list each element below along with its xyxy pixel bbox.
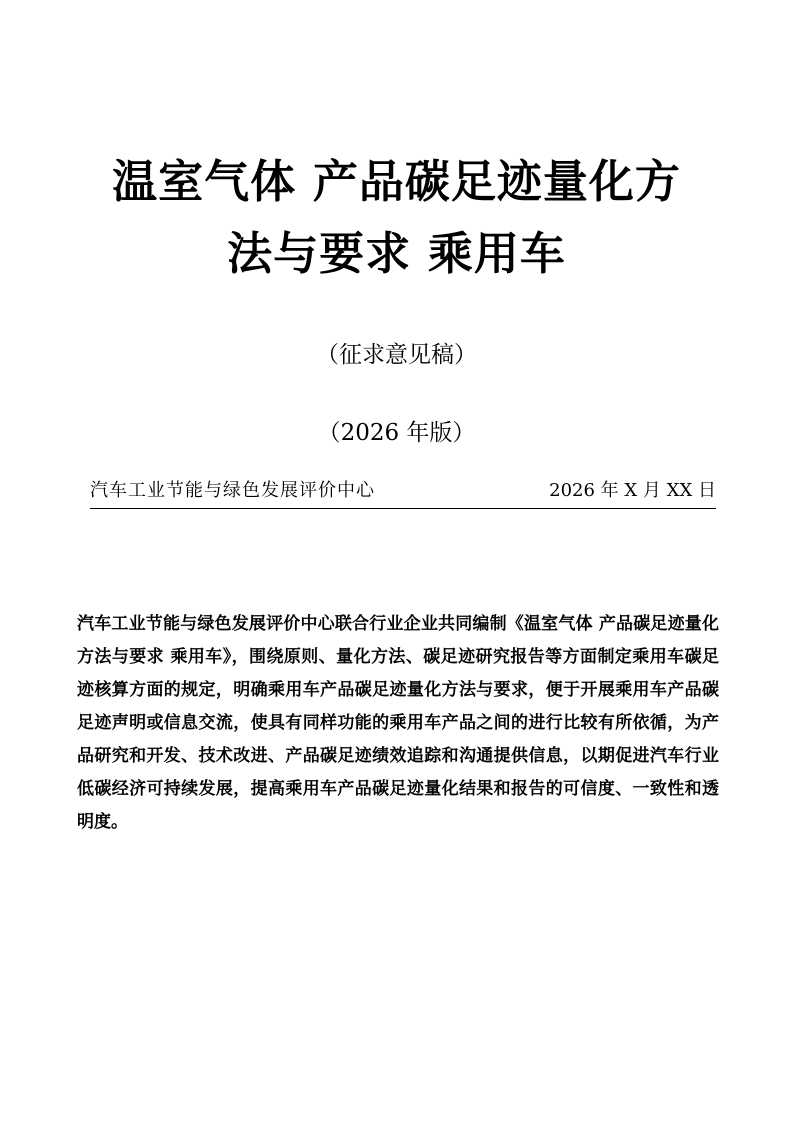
document-title-line-2: 法与要求 乘用车 bbox=[227, 227, 566, 280]
intro-paragraph: 汽车工业节能与绿色发展评价中心联合行业企业共同编制《温室气体 产品碳足迹量化方法与要求 乘用车》，围绕原则、量化方法、碳足迹研究报告等方面制定乘用车碳足迹核算方面的规定，明确乘用车产品碳足迹量化方法与要求，便于开展乘用车产品碳足迹声明或信息交流，使具有同样功能的乘用车产品之间的进行比较有所依循，为产品研究和开发、技术改进、产品碳足迹绩效追踪和沟通提供信息，以期促进汽车行业低碳经济可持续发展，提高乘用车产品碳足迹量化结果和报告的可信度、一致性和透明度。 bbox=[77, 614, 719, 832]
issuing-organization: 汽车工业节能与绿色发展评价中心 bbox=[90, 480, 375, 501]
draft-status-label: （征求意见稿） bbox=[316, 342, 477, 368]
issue-date: 2026 年 X 月 XX 日 bbox=[549, 480, 716, 501]
issuer-row bbox=[90, 476, 716, 509]
edition-label: （2026 年版） bbox=[317, 420, 476, 446]
document-title-line-1: 温室气体 产品碳足迹量化方 bbox=[112, 155, 681, 208]
